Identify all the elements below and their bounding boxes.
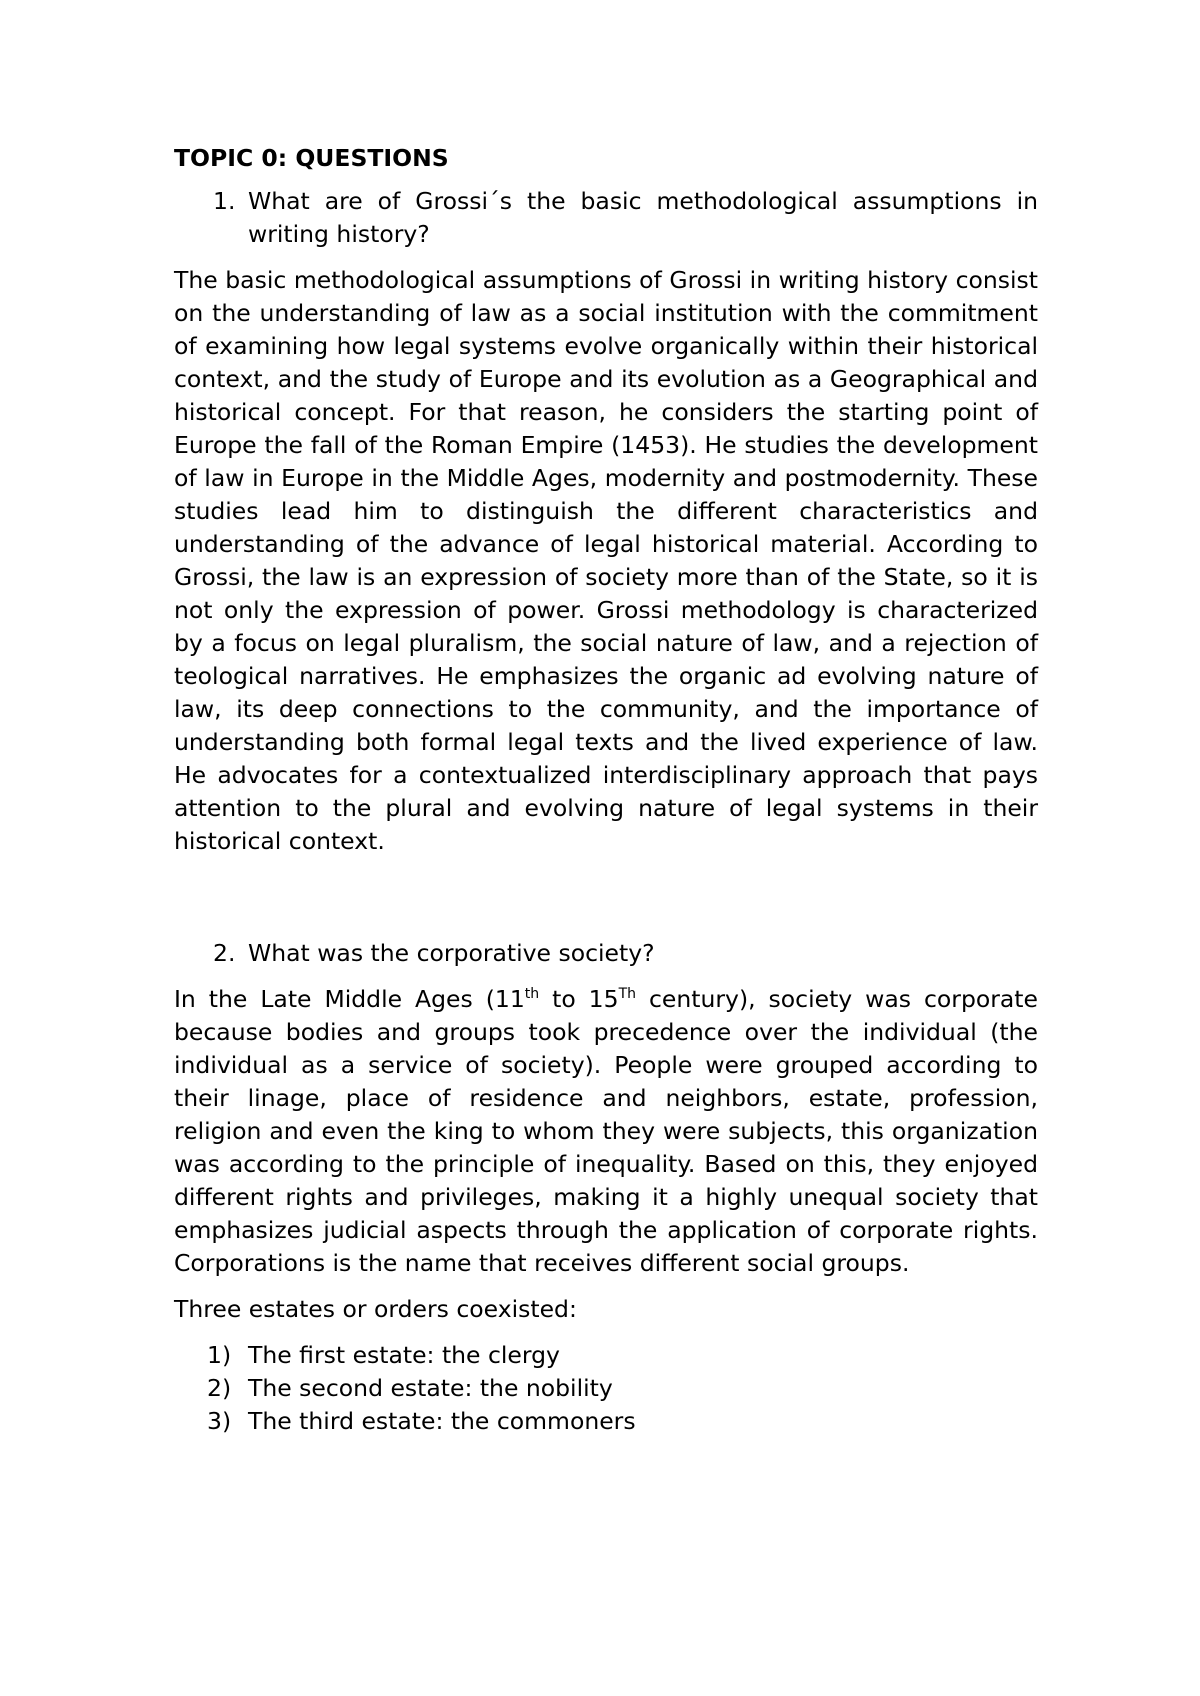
list-item-text: The second estate: the nobility bbox=[248, 1374, 613, 1402]
question-2-number: 2. bbox=[213, 939, 236, 967]
question-2-text: What was the corporative society? bbox=[248, 939, 655, 967]
list-item-text: The third estate: the commoners bbox=[248, 1407, 636, 1435]
question-2 bbox=[174, 937, 1038, 970]
document-heading: TOPIC 0: QUESTIONS bbox=[174, 144, 449, 172]
answer-1: The basic methodological assumptions of Grossi in writing history consist on the understanding of law as a social institution with the commitment of examining how legal systems evolve organically within their historical context, and the study of Europe and its evolution as a Geographical and historical concept. For that reason, he considers the starting point of Europe the fall of the Roman Empire (1453). He studies the development of law in Europe in the Middle Ages, modernity and postmodernity. These studies lead him to distinguish the different characteristics and understanding of the advance of legal historical material. According to Grossi, the law is an expression of society more than of the State, so it is not only the expression of power. Grossi methodology is characterized by a focus on legal pluralism, the social nature of law, and a rejection of teological narratives. He emphasizes the organic ad evolving nature of law, its deep connections to the community, and the importance of understanding both formal legal texts and the lived experience of law. He advocates for a contextualized interdisciplinary approach that pays attention to the plural and evolving nature of legal systems in their historical context. bbox=[174, 266, 1038, 855]
answer-2-part3: century), society was corporate because bodies and groups took precedence over the individual (the individual as a service of society). People were grouped according to their linage, place of residence and neighbors, estate, profession, religion and even the king to whom they were subjects, this organization was according to the principle of inequality. Based on this, they enjoyed different rights and privileges, making it a highly unequal society that emphasizes judicial aspects through the application of corporate rights. Corporations is the name that receives different social groups. bbox=[174, 985, 1038, 1277]
list-item bbox=[174, 1339, 1038, 1372]
list-item-number: 2) bbox=[207, 1374, 232, 1402]
question-1 bbox=[174, 185, 1038, 251]
answer-2-part2: to 15 bbox=[539, 985, 619, 1013]
estates-intro: Three estates or orders coexisted: bbox=[174, 1295, 577, 1323]
list-item-number: 1) bbox=[207, 1341, 232, 1369]
list-item-number: 3) bbox=[207, 1407, 232, 1435]
answer-2 bbox=[174, 983, 1038, 1280]
section-spacer bbox=[174, 871, 1038, 937]
list-item bbox=[174, 1405, 1038, 1438]
answer-2-sup2: Th bbox=[618, 986, 637, 1002]
answer-2-part1: In the Late Middle Ages (11 bbox=[174, 985, 525, 1013]
question-1-number: 1. bbox=[213, 187, 236, 215]
document-body bbox=[174, 142, 1038, 1438]
answer-2-sup1: th bbox=[524, 986, 540, 1002]
question-1-text: What are of Grossi´s the basic methodological assumptions in writing history? bbox=[248, 187, 1038, 248]
list-item bbox=[174, 1372, 1038, 1405]
estates-list bbox=[174, 1339, 1038, 1438]
list-item-text: The first estate: the clergy bbox=[248, 1341, 560, 1369]
